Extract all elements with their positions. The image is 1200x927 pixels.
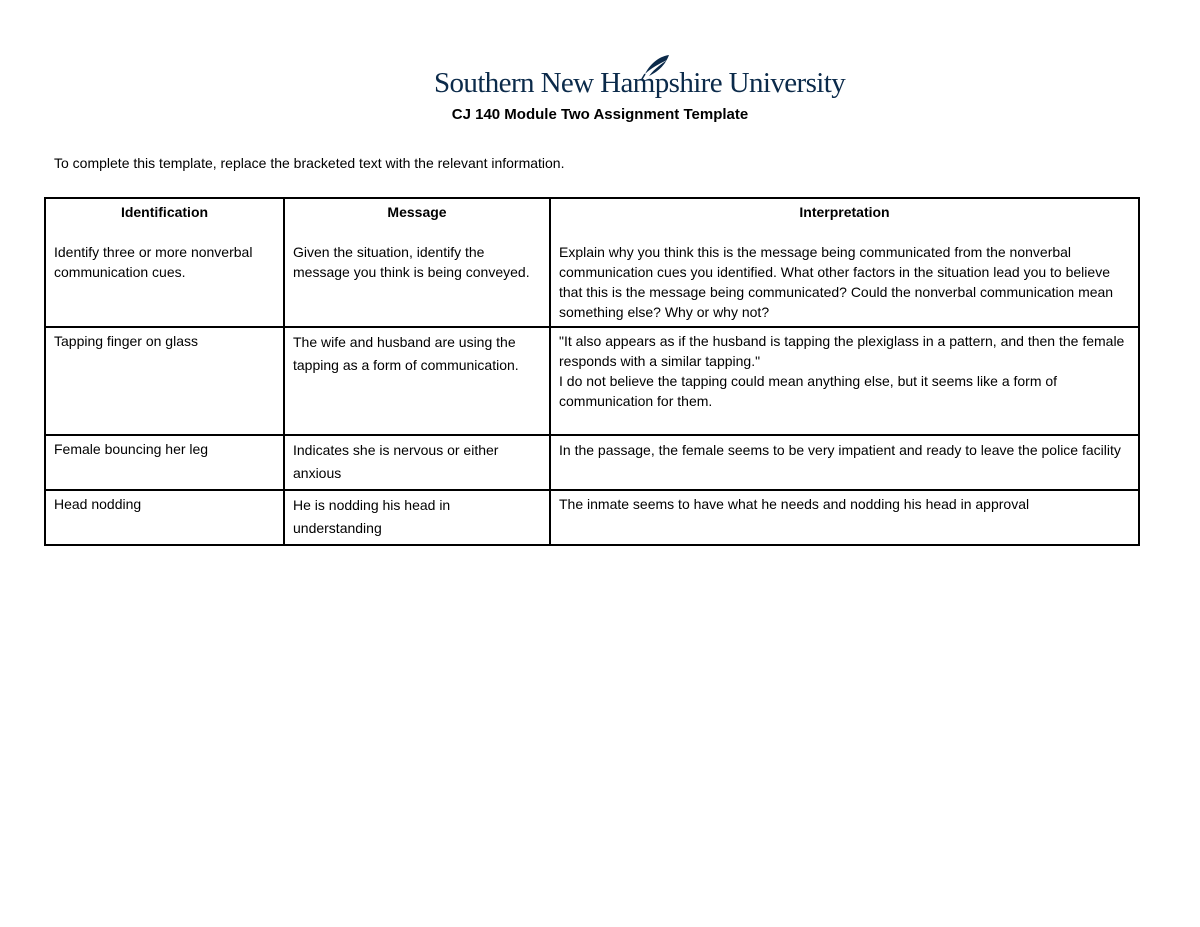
university-logo: [434, 54, 846, 104]
column-header-message: Message: [387, 204, 447, 220]
interpretation-cell: The inmate seems to have what he needs and nodding his head in approval: [550, 490, 1139, 545]
page-title: CJ 140 Module Two Assignment Template: [451, 106, 749, 123]
column-header-interpretation: Interpretation: [799, 204, 890, 220]
interpretation-cell: In the passage, the female seems to be very impatient and ready to leave the police facility: [550, 435, 1139, 490]
interpretation-quote: "It also appears as if the husband is tapping the plexiglass in a pattern, and then the female responds with a similar tapping.": [559, 333, 1125, 369]
header-cell-identification: [45, 198, 284, 327]
identification-cell: Female bouncing her leg: [45, 435, 284, 490]
message-cell: Indicates she is nervous or either anxious: [284, 435, 550, 490]
header-cell-message: [284, 198, 550, 327]
column-header-identification: Identification: [120, 204, 209, 220]
column-description-message: Given the situation, identify the message you think is being conveyed.: [293, 244, 530, 280]
header-cell-interpretation: [550, 198, 1139, 327]
table-row: [45, 435, 1139, 490]
message-cell: He is nodding his head in understanding: [284, 490, 550, 545]
cues-table: [44, 197, 1140, 546]
interpretation-text: I do not believe the tapping could mean anything else, but it seems like a form of communication for them.: [559, 373, 1058, 409]
identification-cell: Tapping finger on glass: [45, 327, 284, 435]
instructions-text: To complete this template, replace the bracketed text with the relevant information.: [54, 155, 565, 171]
table-header-row: [45, 198, 1139, 327]
message-cell: The wife and husband are using the tapping as a form of communication.: [284, 327, 550, 435]
identification-cell: Head nodding: [45, 490, 284, 545]
table-row: [45, 490, 1139, 545]
column-description-interpretation: Explain why you think this is the message being communicated from the nonverbal communication cues you identified. What other factors in the situation lead you to believe that this is the message being communicated? Could the nonverbal communication mean something else? Why or why not?: [559, 244, 1114, 320]
logo-text: Southern New Hampshire University: [434, 67, 846, 99]
interpretation-cell: [550, 327, 1139, 435]
column-description-identification: Identify three or more nonverbal communication cues.: [54, 244, 253, 280]
table-row: [45, 327, 1139, 435]
